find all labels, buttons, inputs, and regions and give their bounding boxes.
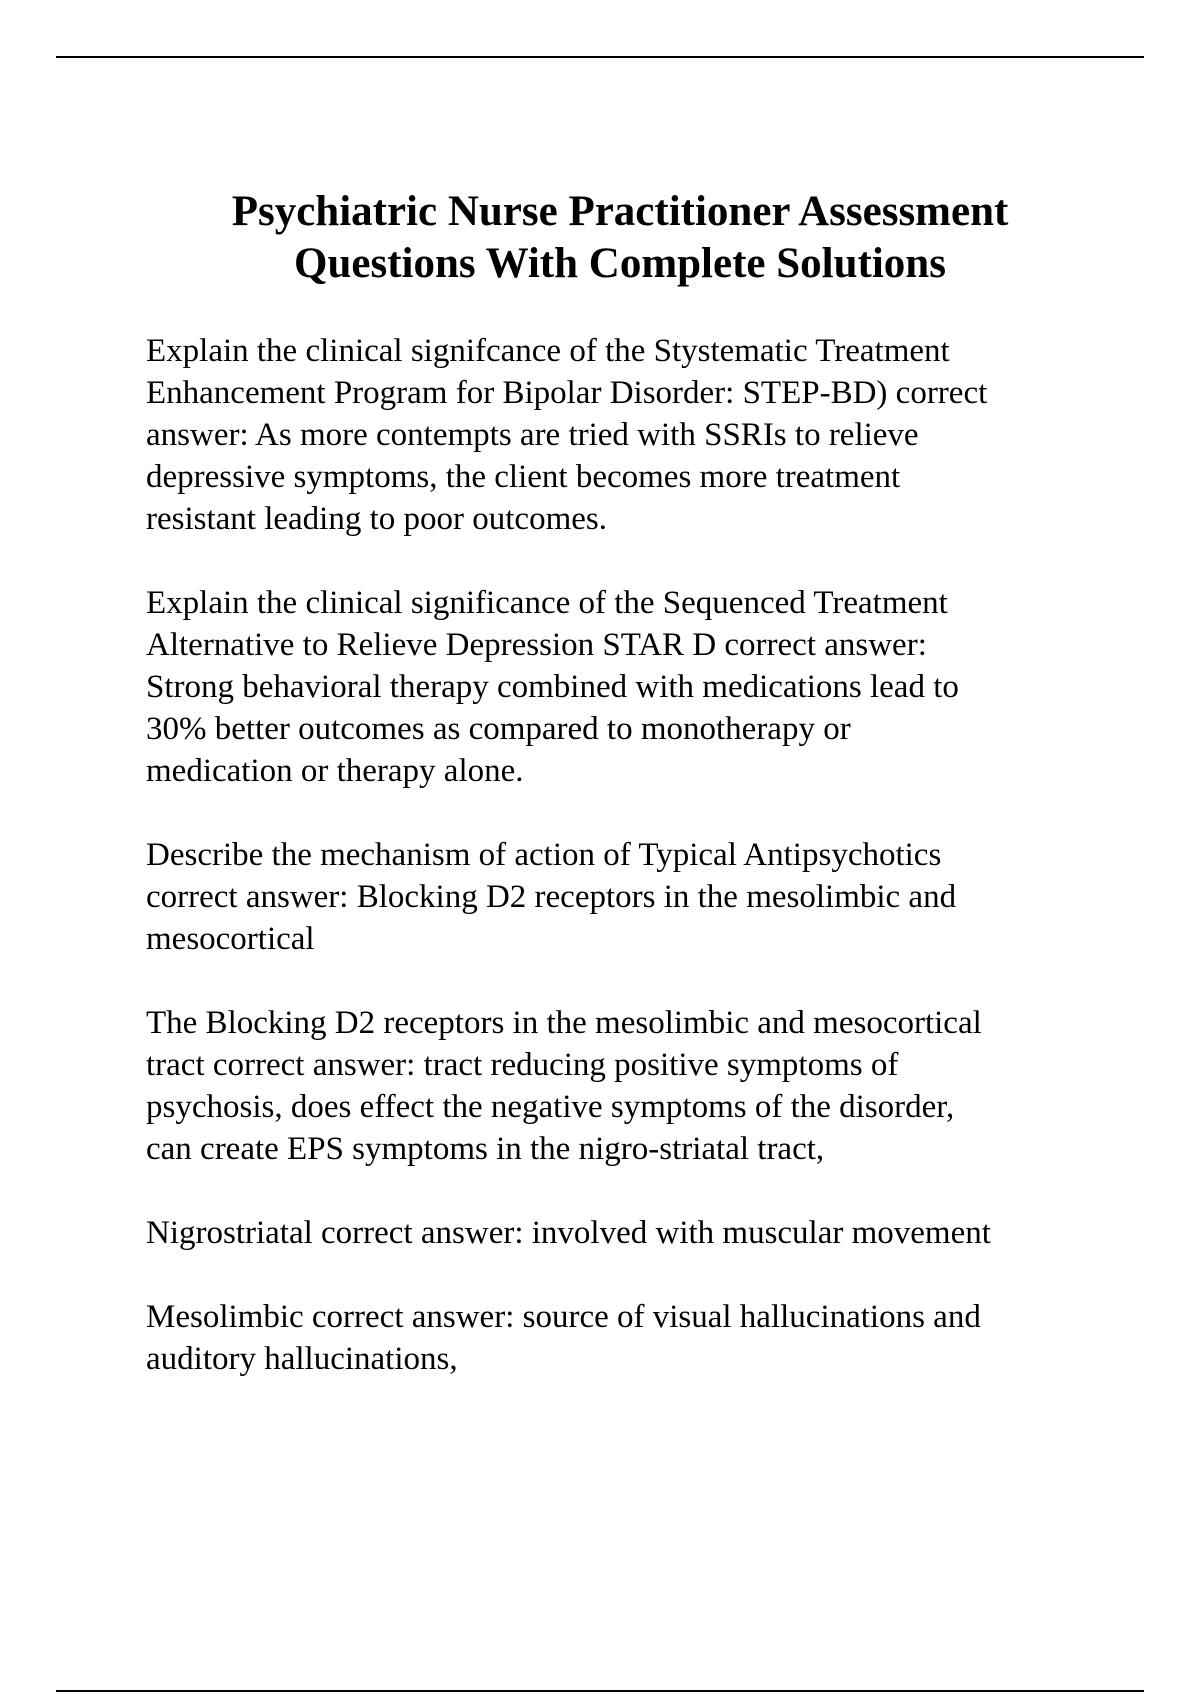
qa-entry-line: answer: As more contempts are tried with SSRIs to relieve	[146, 417, 919, 453]
qa-entry-line: 30% better outcomes as compared to monotherapy or	[146, 711, 851, 747]
qa-entry-line: Explain the clinical significance of the Sequenced Treatment	[146, 585, 948, 621]
qa-entry-line: medication or therapy alone.	[146, 753, 524, 789]
title-line-1: Psychiatric Nurse Practitioner Assessment	[231, 188, 1009, 235]
qa-entry-line: depressive symptoms, the client becomes more treatment	[146, 459, 901, 495]
qa-entry-3	[146, 834, 1146, 960]
bottom-rule	[56, 1690, 1144, 1692]
qa-entry-line: mesocortical	[146, 921, 315, 957]
qa-entry-2	[146, 582, 1146, 792]
title-line-2: Questions With Complete Solutions	[294, 240, 946, 287]
qa-entry-line: psychosis, does effect the negative symptoms of the disorder,	[146, 1089, 955, 1125]
qa-entry-line: Mesolimbic correct answer: source of visual hallucinations and	[146, 1299, 981, 1335]
qa-entry-4	[146, 1002, 1146, 1170]
qa-entry-1	[146, 330, 1146, 540]
qa-entry-line: tract correct answer: tract reducing positive symptoms of	[146, 1047, 899, 1083]
qa-entry-line: The Blocking D2 receptors in the mesolimbic and mesocortical	[146, 1005, 982, 1041]
qa-entry-line: Describe the mechanism of action of Typical Antipsychotics	[146, 837, 942, 873]
qa-entry-line: auditory hallucinations,	[146, 1341, 458, 1377]
qa-entry-5	[146, 1212, 1146, 1254]
qa-entry-line: can create EPS symptoms in the nigro-striatal tract,	[146, 1131, 825, 1167]
page-title	[0, 186, 1200, 290]
qa-entry-6	[146, 1296, 1146, 1380]
qa-entry-line: Strong behavioral therapy combined with medications lead to	[146, 669, 959, 705]
qa-entry-line: Nigrostriatal correct answer: involved with muscular movement	[146, 1215, 991, 1251]
qa-entry-line: Explain the clinical signifcance of the Stystematic Treatment	[146, 333, 950, 369]
qa-entry-line: Alternative to Relieve Depression STAR D correct answer:	[146, 627, 927, 663]
top-rule	[56, 56, 1144, 58]
qa-entry-line: Enhancement Program for Bipolar Disorder: STEP-BD) correct	[146, 375, 988, 411]
qa-entry-line: resistant leading to poor outcomes.	[146, 501, 607, 537]
qa-entry-line: correct answer: Blocking D2 receptors in the mesolimbic and	[146, 879, 957, 915]
qa-content	[146, 330, 1146, 1422]
